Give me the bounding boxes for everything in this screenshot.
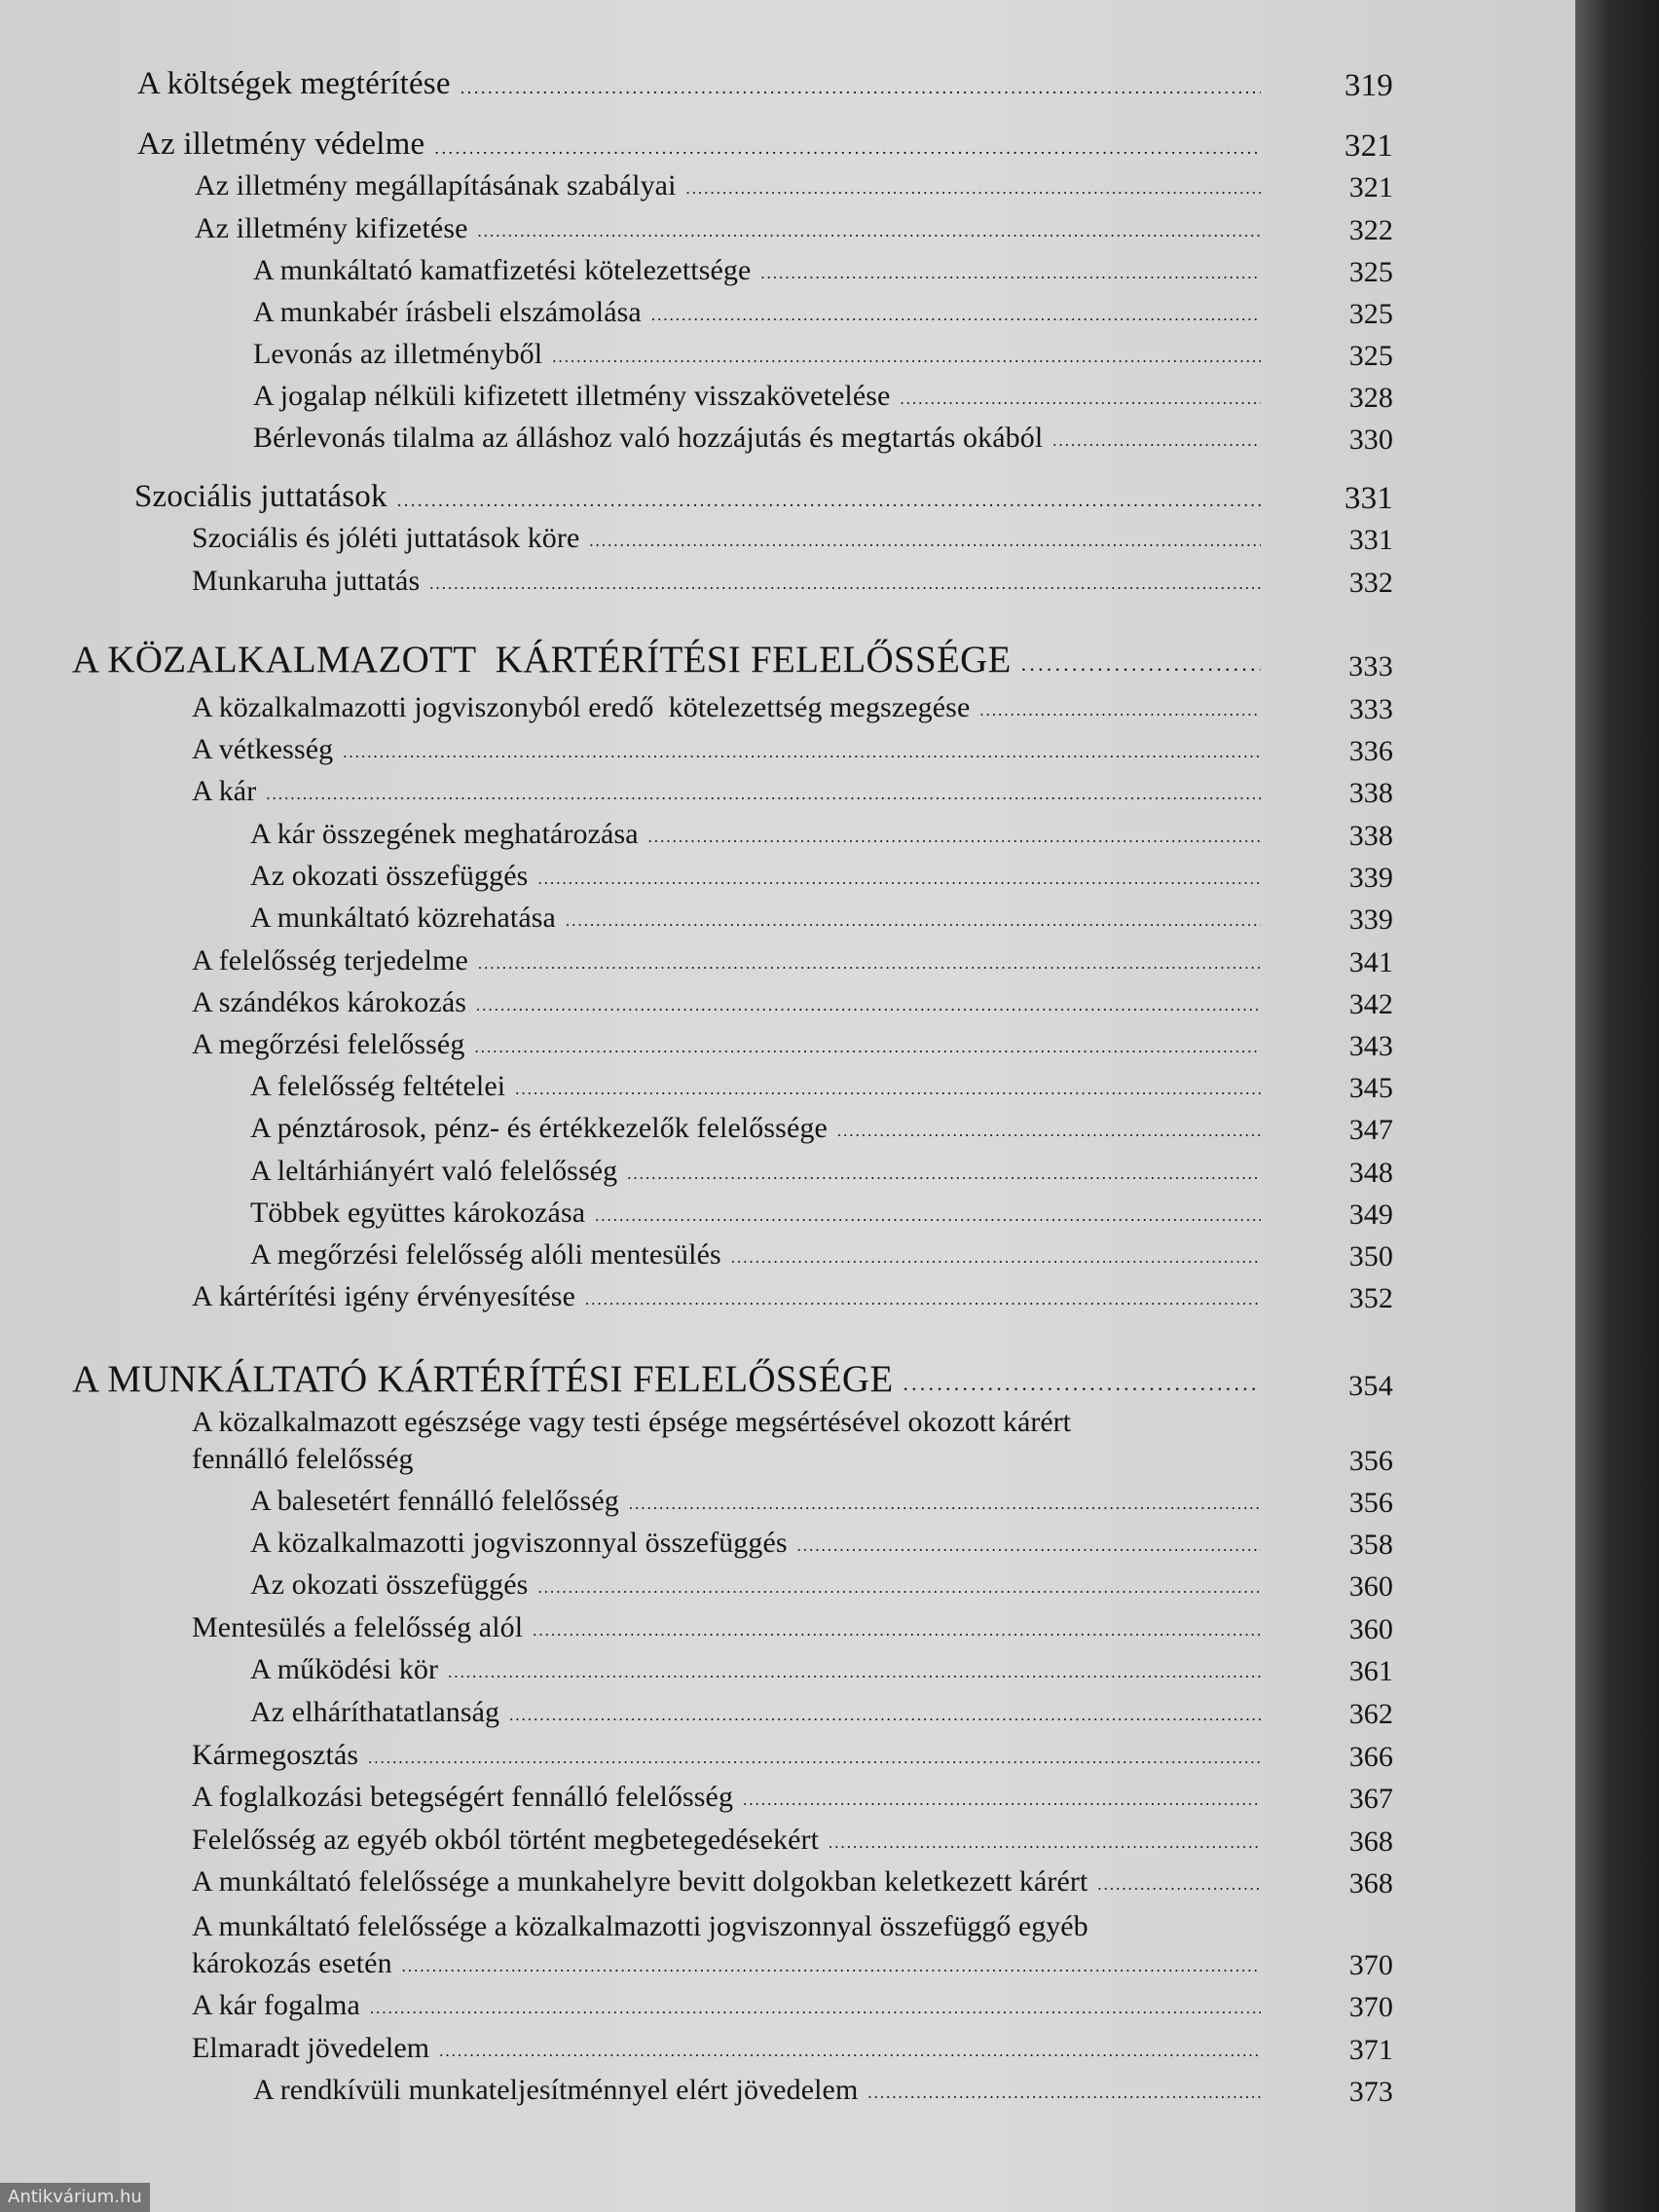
toc-entry-page: 339 <box>1348 862 1393 894</box>
dot-leader <box>537 1568 1261 1598</box>
toc-entry-page: 360 <box>1348 1613 1393 1645</box>
toc-entry-page: 325 <box>1348 256 1393 288</box>
dot-leader <box>903 1358 1261 1396</box>
toc-entry <box>192 1443 1393 1477</box>
toc-entry <box>192 1611 1393 1645</box>
dot-leader <box>533 1611 1261 1641</box>
toc-entry <box>137 66 1393 103</box>
dot-leader <box>686 169 1261 199</box>
toc-entry-label: A megőrzési felelősség alóli mentesülés <box>250 1238 721 1271</box>
toc-entry <box>253 422 1393 456</box>
toc-entry-page: 354 <box>1348 1370 1393 1402</box>
toc-entry-page: 347 <box>1348 1114 1393 1146</box>
dot-leader <box>900 380 1261 409</box>
toc-entry <box>134 479 1393 516</box>
dot-leader <box>627 1155 1261 1184</box>
dot-leader <box>797 1527 1261 1556</box>
dot-leader <box>474 1028 1261 1057</box>
toc-entry-page: 373 <box>1348 2076 1393 2108</box>
toc-entry <box>250 1070 1393 1104</box>
toc-entry-page: 339 <box>1348 903 1393 936</box>
toc-entry-label: A működési kör <box>250 1653 439 1685</box>
toc-entry-label: A vétkesség <box>192 733 334 765</box>
dot-leader <box>648 818 1261 847</box>
dot-leader <box>434 127 1261 159</box>
toc-entry-label: A pénztárosok, pénz- és értékkezelők felelőssége <box>250 1112 828 1144</box>
toc-entry-label: Az illetmény védelme <box>137 127 425 162</box>
toc-entry-label: Az okozati összefüggés <box>250 1568 529 1601</box>
toc-entry-page: 367 <box>1348 1783 1393 1815</box>
toc-entry-label: fennálló felelősség <box>192 1443 414 1475</box>
toc-entry <box>250 1527 1393 1561</box>
toc-entry <box>137 127 1393 164</box>
toc-entry-page: 321 <box>1344 129 1393 164</box>
dot-leader <box>1021 639 1261 677</box>
toc-entry <box>253 296 1393 330</box>
toc-entry-label: A KÖZALKALMAZOTT KÁRTÉRÍTÉSI FELELŐSSÉGE <box>72 639 1012 681</box>
toc-entry-page: 371 <box>1348 2034 1393 2066</box>
dot-leader <box>402 1947 1261 1976</box>
toc-entry-label: Az elháríthatatlanság <box>250 1696 500 1728</box>
toc-entry <box>250 1653 1393 1687</box>
toc-entry-label: A MUNKÁLTATÓ KÁRTÉRÍTÉSI FELELŐSSÉGE <box>72 1358 894 1400</box>
toc-entry-page: 325 <box>1348 340 1393 372</box>
toc-entry-label: A közalkalmazotti jogviszonyból eredő kötelezettség megszegése <box>192 691 971 723</box>
toc-entry-label: A kártérítési igény érvényesítése <box>192 1280 575 1312</box>
toc-entry <box>192 986 1393 1020</box>
toc-entry <box>192 1739 1393 1773</box>
toc-entry-label-line1: A munkáltató felelőssége a közalkalmazotti jogviszonnyal összefüggő egyéb <box>192 1910 1088 1942</box>
toc-entry-label: A rendkívüli munkateljesítménnyel elért jövedelem <box>253 2074 859 2106</box>
watermark: Antikvárium.hu <box>0 2183 150 2212</box>
toc-entry <box>192 1824 1393 1858</box>
toc-entry-page: 360 <box>1348 1570 1393 1603</box>
dot-leader <box>515 1070 1261 1099</box>
toc-entry-page: 370 <box>1348 1949 1393 1981</box>
toc-entry-page: 321 <box>1348 171 1393 203</box>
toc-entry-page: 349 <box>1348 1198 1393 1231</box>
toc-entry-page: 345 <box>1348 1072 1393 1104</box>
toc-entry-label: Szociális juttatások <box>134 479 387 514</box>
dot-leader <box>429 565 1261 594</box>
dot-leader <box>595 1197 1261 1226</box>
toc-entry <box>192 1028 1393 1062</box>
dot-leader <box>478 944 1261 974</box>
toc-entry-page: 368 <box>1348 1867 1393 1899</box>
toc-entry-label: károkozás esetén <box>192 1947 392 1979</box>
toc-entry-page: 332 <box>1348 567 1393 599</box>
toc-entry-page: 328 <box>1348 382 1393 414</box>
toc-entry-page: 366 <box>1348 1741 1393 1773</box>
toc-entry-page: 356 <box>1348 1445 1393 1477</box>
dot-leader <box>651 296 1261 325</box>
toc-chapter-heading <box>72 1357 1393 1402</box>
toc-entry-label: Szociális és jóléti juttatások köre <box>192 522 580 554</box>
dot-leader <box>552 338 1261 367</box>
dot-leader <box>731 1238 1261 1268</box>
toc-entry-label: Az illetmény megállapításának szabályai <box>195 169 677 202</box>
toc-entry <box>250 902 1393 936</box>
toc-entry-page: 362 <box>1348 1698 1393 1730</box>
dot-leader <box>476 986 1261 1015</box>
toc-entry-page: 348 <box>1348 1157 1393 1189</box>
toc-entry-page: 350 <box>1348 1240 1393 1272</box>
toc-entry <box>192 1865 1393 1899</box>
toc-entry-page: 358 <box>1348 1529 1393 1561</box>
toc-entry <box>250 1485 1393 1519</box>
toc-entry-page: 336 <box>1348 735 1393 767</box>
toc-entry <box>250 1568 1393 1603</box>
page-edge-shadow <box>1575 0 1659 2212</box>
dot-leader <box>370 1989 1261 2018</box>
toc-entry-label: A munkabér írásbeli elszámolása <box>253 296 642 328</box>
toc-entry <box>250 818 1393 852</box>
toc-entry <box>250 860 1393 894</box>
toc-entry-page: 342 <box>1348 988 1393 1020</box>
toc-entry-label: A felelősség terjedelme <box>192 944 468 977</box>
toc-entry <box>250 1155 1393 1189</box>
toc-entry <box>253 380 1393 414</box>
toc-entry <box>250 1696 1393 1730</box>
toc-entry-page: 331 <box>1344 481 1393 516</box>
dot-leader <box>743 1781 1261 1810</box>
toc-entry-label: Az okozati összefüggés <box>250 860 529 892</box>
toc-entry-label: A jogalap nélküli kifizetett illetmény visszakövetelése <box>253 380 891 412</box>
toc-entry <box>250 1197 1393 1231</box>
dot-leader <box>343 733 1261 762</box>
dot-leader <box>448 1653 1261 1682</box>
toc-entry-page: 368 <box>1348 1825 1393 1858</box>
toc-chapter-heading <box>72 638 1393 682</box>
toc-entry <box>192 1989 1393 2023</box>
toc-entry <box>253 2074 1393 2108</box>
dot-leader <box>439 2032 1261 2061</box>
dot-leader <box>585 1280 1261 1309</box>
toc-entry-label-line1: A közalkalmazott egészsége vagy testi épsége megsértésével okozott kárért <box>192 1406 1071 1438</box>
dot-leader <box>760 254 1261 283</box>
dot-leader <box>1052 422 1261 451</box>
toc-entry-label: Bérlevonás tilalma az álláshoz való hozzájutás és megtartás okából <box>253 422 1044 454</box>
toc-entry-label: Kármegosztás <box>192 1739 359 1771</box>
toc-entry-label: Munkaruha juttatás <box>192 565 421 597</box>
toc-entry-label: Felelősség az egyéb okból történt megbetegedésekért <box>192 1824 820 1856</box>
toc-entry-label: Az illetmény kifizetése <box>195 212 468 244</box>
dot-leader <box>537 860 1261 889</box>
dot-leader <box>829 1824 1261 1853</box>
toc-entry-page: 338 <box>1348 777 1393 809</box>
dot-leader <box>566 902 1261 931</box>
toc-entry <box>192 1947 1393 1981</box>
toc-entry-label: A költségek megtérítése <box>137 66 451 101</box>
toc-entry-label: A kár <box>192 775 257 807</box>
dot-leader <box>461 66 1261 98</box>
toc-entry <box>253 254 1393 288</box>
toc-entry-label: A szándékos károkozás <box>192 986 467 1018</box>
toc-entry-label: A munkáltató kamatfizetési kötelezettsége <box>253 254 752 286</box>
toc-entry <box>192 1280 1393 1314</box>
toc-entry <box>192 1781 1393 1815</box>
dot-leader <box>397 479 1261 511</box>
toc-entry-page: 322 <box>1348 214 1393 246</box>
toc-entry-page: 338 <box>1348 820 1393 852</box>
toc-entry-label: Levonás az illetményből <box>253 338 543 370</box>
dot-leader <box>509 1696 1261 1725</box>
toc-entry-page: 333 <box>1348 693 1393 725</box>
toc-entry-page: 331 <box>1348 524 1393 556</box>
toc-entry-label: A balesetért fennálló felelősség <box>250 1485 619 1517</box>
toc-entry-label: Elmaradt jövedelem <box>192 2032 430 2064</box>
toc-entry-page: 343 <box>1348 1030 1393 1062</box>
toc-entry <box>250 1112 1393 1146</box>
toc-entry-page: 341 <box>1348 946 1393 978</box>
toc-entry-label: A közalkalmazotti jogviszonnyal összefüggés <box>250 1527 788 1559</box>
toc-entry-label: A megőrzési felelősség <box>192 1028 465 1060</box>
toc-entry <box>192 775 1393 809</box>
dot-leader <box>368 1739 1261 1768</box>
toc-entry <box>250 1238 1393 1272</box>
toc-entry <box>195 212 1393 246</box>
toc-entry <box>253 338 1393 372</box>
toc-entry-label: A leltárhiányért való felelősség <box>250 1155 618 1187</box>
toc-entry-label: A felelősség feltételei <box>250 1070 506 1102</box>
dot-leader <box>266 775 1261 804</box>
toc-entry-label: A munkáltató felelőssége a munkahelyre bevitt dolgokban keletkezett kárért <box>192 1865 1088 1898</box>
toc-entry-label: Mentesülés a felelősség alól <box>192 1611 524 1643</box>
toc-entry-page: 333 <box>1348 650 1393 682</box>
toc-entry-page: 352 <box>1348 1282 1393 1314</box>
toc-entry-page: 356 <box>1348 1487 1393 1519</box>
dot-leader <box>478 212 1261 241</box>
toc-entry <box>192 2032 1393 2066</box>
toc-entry-label: A munkáltató közrehatása <box>250 902 556 934</box>
toc-entry <box>192 522 1393 556</box>
toc-entry <box>192 565 1393 599</box>
dot-leader <box>629 1485 1261 1514</box>
toc-entry <box>192 733 1393 767</box>
toc-entry-page: 330 <box>1348 424 1393 456</box>
toc-entry <box>195 169 1393 203</box>
toc-entry-page: 370 <box>1348 1991 1393 2023</box>
dot-leader <box>1097 1865 1261 1895</box>
toc-entry-label: A foglalkozási betegségért fennálló felelősség <box>192 1781 734 1813</box>
toc-entry-page: 319 <box>1344 68 1393 103</box>
dot-leader <box>979 691 1261 720</box>
dot-leader <box>867 2074 1261 2103</box>
toc-entry-label: A kár fogalma <box>192 1989 360 2021</box>
toc-entry-page: 361 <box>1348 1655 1393 1687</box>
dot-leader <box>837 1112 1261 1141</box>
toc-entry <box>192 691 1393 725</box>
toc-entry-page: 325 <box>1348 298 1393 330</box>
toc-entry-label: Többek együttes károkozása <box>250 1197 586 1229</box>
dot-leader <box>589 522 1261 551</box>
toc-entry-label: A kár összegének meghatározása <box>250 818 639 850</box>
toc-entry <box>192 944 1393 978</box>
